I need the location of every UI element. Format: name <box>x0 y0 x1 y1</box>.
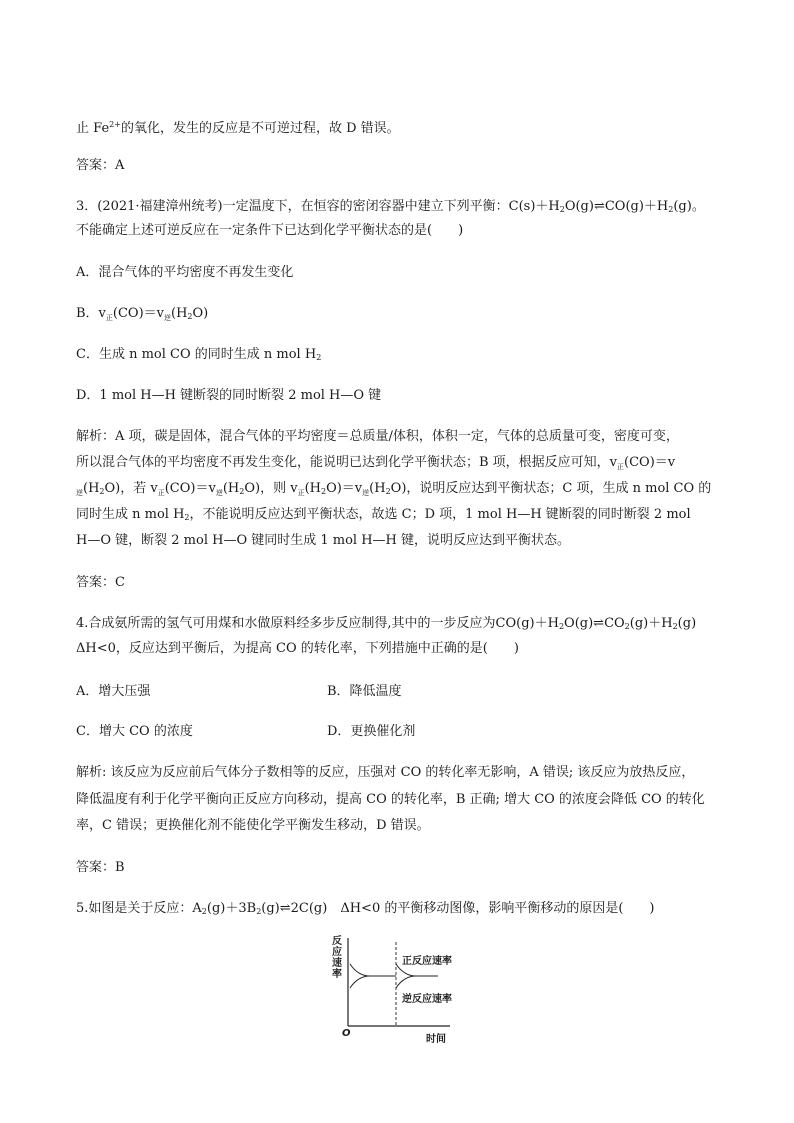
option-d: D．1 mol H—H 键断裂的同时断裂 2 mol H—O 键 <box>76 388 382 403</box>
reverse-rate-label: 逆反应速率 <box>402 994 452 1005</box>
question-3-stem: 3．(2021·福建漳州统考)一定温度下，在恒容的密闭容器中建立下列平衡：$C(s)+H_2O(g)\rightleftharpoons CO(g)+H_2(g)$。 <box>76 199 705 214</box>
question-4-stem: 4.合成氨所需的氢气可用煤和水做原料经多步反应制得,其中的一步反应为$CO(g)+H_2O(g)\rightleftharpoons CO_2(g)+H_2(g)$ <box>76 616 697 631</box>
analysis-line: 同时生成 n mol $H_2$，不能说明反应达到平衡状态，故选 C；D 项，1 mol H—H 键断裂的同时断裂 2 mol <box>76 507 691 522</box>
analysis-line: 所以混合气体的平均密度不再发生变化，能说明已达到化学平衡状态；B 项，根据反应可知，$v_正(CO)=v$ <box>76 455 676 471</box>
question-4-stem-line2: ΔH<0，反应达到平衡后，为提高 CO 的转化率，下列措施中正确的是( ) <box>76 641 519 656</box>
reverse-rate-curve <box>350 976 370 988</box>
forward-rate-label: 正反应速率 <box>402 956 452 967</box>
text-line: 止 $Fe^{2+}$的氧化，发生的反应是不可逆过程，故 D 错误。 <box>76 120 400 136</box>
analysis-line: 解析：A 项，碳是固体，混合气体的平均密度＝总质量/体积，体积一定，气体的总质量可变，密度可变， <box>76 429 679 444</box>
analysis-line: $_逆(H_2O)$，若 $v_正(CO)=v_逆(H_2O)$，则 $v_正(H_2O)=v_逆(H_2O)$，说明反应达到平衡状态；C 项，生成 n mol CO 的 <box>76 481 712 497</box>
option-a: A．增大压强 <box>76 684 151 699</box>
analysis-line: 解析: 该反应为反应前后气体分子数相等的反应，压强对 CO 的转化率无影响，A 错误; 该反应为放热反应， <box>76 765 695 780</box>
question-3-stem-line2: 不能确定上述可逆反应在一定条件下已达到化学平衡状态的是( ) <box>76 223 464 238</box>
answer-line: 答案：C <box>76 575 125 590</box>
option-d: D．更换催化剂 <box>327 724 416 739</box>
origin-label: O <box>342 1028 351 1039</box>
analysis-line: 降低温度有利于化学平衡向正反应方向移动，提高 CO 的转化率，B 正确; 增大 CO 的浓度会降低 CO 的转化 <box>76 792 705 807</box>
option-b: B．降低温度 <box>327 684 402 699</box>
answer-line: 答案：B <box>76 860 125 875</box>
option-b: B．$v_正(CO)=v_逆(H_2O)$ <box>76 306 209 322</box>
y-axis-label: 反应速率 <box>332 936 342 980</box>
forward-rate-curve <box>350 964 396 976</box>
reverse-rate-after <box>396 976 416 988</box>
rate-time-figure <box>326 934 476 1044</box>
question-5-stem: 5.如图是关于反应：$A_2(g)+3B_2(g)\rightleftharpoons 2C(g)$ ΔH<0 的平衡移动图像，影响平衡移动的原因是( ) <box>76 901 655 916</box>
option-c: C．增大 CO 的浓度 <box>76 724 193 739</box>
analysis-line: 率，C 错误；更换催化剂不能使化学平衡发生移动，D 错误。 <box>76 818 430 833</box>
option-c: C．生成 n mol CO 的同时生成 n mol $H_2$ <box>76 347 322 362</box>
x-axis-label: 时间 <box>426 1034 446 1045</box>
option-a: A．混合气体的平均密度不再发生变化 <box>76 265 294 280</box>
answer-line: 答案：A <box>76 158 125 173</box>
analysis-line: H—O 键，断裂 2 mol H—O 键同时生成 1 mol H—H 键，说明反应达到平衡状态。 <box>76 533 571 548</box>
